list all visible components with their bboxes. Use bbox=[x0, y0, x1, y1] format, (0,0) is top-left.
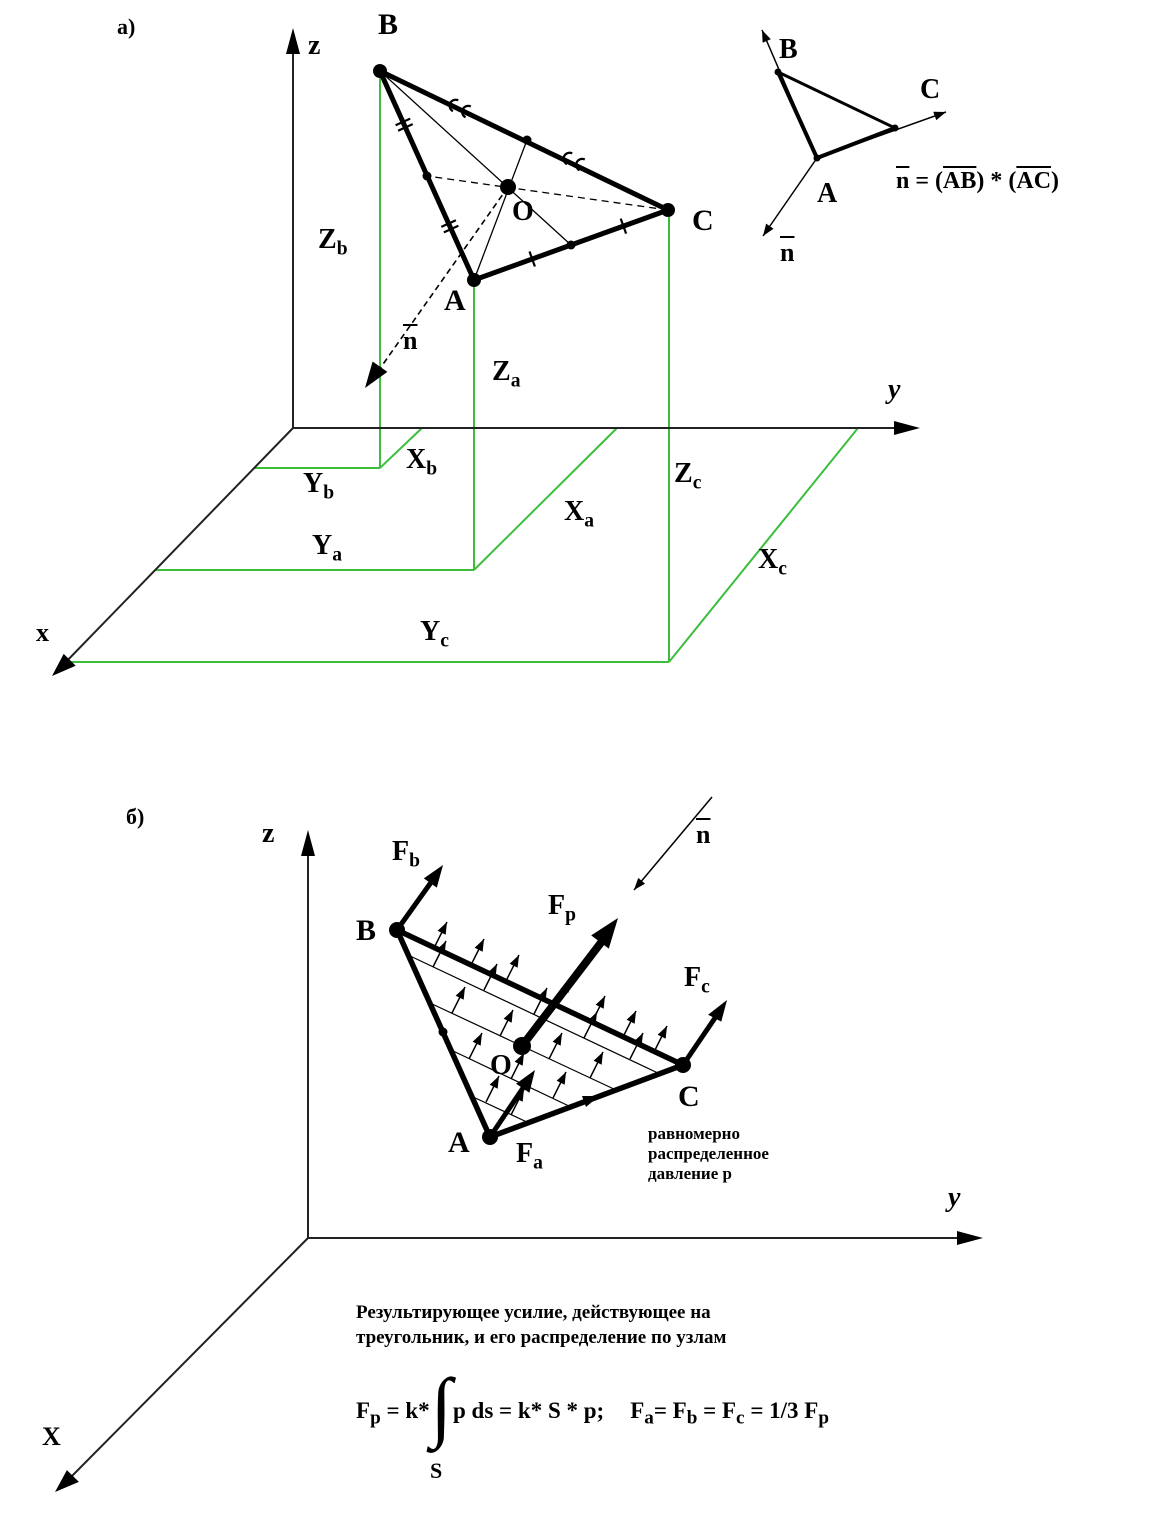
vertex-a-label-b: A bbox=[448, 1126, 470, 1159]
proj-zc-label: $Z_c$ bbox=[674, 458, 702, 494]
panel-a-label: а) bbox=[117, 14, 136, 39]
result-caption bbox=[356, 1300, 726, 1350]
proj-xa-label: $X_a$ bbox=[564, 496, 595, 532]
mini-edge-ab bbox=[778, 72, 817, 158]
pressure-note bbox=[648, 1124, 769, 1184]
x-axis-arrowhead bbox=[52, 654, 76, 676]
midpoint-bc-dot bbox=[523, 136, 532, 145]
vertex-a-label-a: A bbox=[444, 284, 466, 317]
vertex-c-label-a: C bbox=[692, 204, 714, 237]
proj-xc-label: $X_c$ bbox=[758, 544, 787, 580]
integral-domain-label: S bbox=[430, 1458, 443, 1483]
proj-xb-label: $X_b$ bbox=[406, 444, 438, 480]
proj-yc-label: $Y_c$ bbox=[420, 616, 449, 652]
figure-a-axes bbox=[52, 28, 920, 676]
figure-b-triangle bbox=[389, 922, 691, 1145]
proj-ya-label: $Y_a$ bbox=[312, 530, 343, 566]
force-fc-head bbox=[708, 1000, 727, 1022]
pressure-note-line3: давление p bbox=[648, 1164, 732, 1183]
vertex-b-label-b: B bbox=[356, 914, 377, 947]
force-fa-label: $F_a$ bbox=[516, 1138, 543, 1174]
proj-yb-label: $Y_b$ bbox=[303, 468, 335, 504]
vertex-c-dot bbox=[661, 203, 675, 217]
force-fb-shaft bbox=[397, 881, 432, 930]
midpoint-ab-dot bbox=[423, 172, 432, 181]
axis-y-label-b: y bbox=[948, 1182, 961, 1213]
force-fb-label: $F_b$ bbox=[392, 836, 421, 872]
y-axis-arrowhead bbox=[894, 421, 920, 435]
proj-xa-line bbox=[474, 428, 617, 570]
edge-ca-direction-arrow bbox=[582, 1096, 599, 1107]
mini-edge-ac bbox=[817, 128, 895, 158]
panel-b-label: б) bbox=[126, 804, 145, 829]
centroid-o-label-b: O bbox=[490, 1050, 512, 1081]
resultant-force-equation: $F_p = k*\int p$ ds = k* S * p; $F_a= F_b = F_c = 1/3$ $F_p$ S bbox=[356, 1362, 830, 1483]
force-fp-label: $F_p$ bbox=[548, 890, 577, 926]
vertex-a-dot bbox=[467, 273, 481, 287]
axis-z-label-a: z bbox=[308, 30, 321, 61]
force-fc-shaft bbox=[683, 1015, 717, 1065]
figure-a-projection-lines bbox=[66, 71, 858, 662]
mini-vertex-b-label: B bbox=[779, 34, 798, 65]
median-b bbox=[380, 71, 571, 245]
edge-ab-midpoint-dot bbox=[439, 1028, 448, 1037]
vertex-c-label-b: C bbox=[678, 1080, 700, 1113]
axis-y-label-a: y bbox=[888, 374, 901, 405]
edge-bc-b bbox=[397, 930, 683, 1065]
axis-z-label-b: z bbox=[262, 818, 275, 849]
proj-za-label: $Z_a$ bbox=[492, 356, 521, 392]
axis-x-label-b: X bbox=[42, 1422, 61, 1451]
axis-x-label-a: x bbox=[36, 618, 49, 647]
figure-a-normal-vector bbox=[365, 187, 508, 388]
normal-cross-product-formula: $\overline{n} = (\overline{AB}) * (\overline{AC})$ bbox=[896, 168, 1060, 194]
force-fa-head bbox=[516, 1070, 535, 1093]
result-caption-line2: треугольник, и его распределение по узлам bbox=[356, 1327, 727, 1348]
centroid-o-label-a: O bbox=[512, 196, 534, 227]
normal-label-b: $\overline{n}$ bbox=[696, 820, 711, 849]
proj-zb-label: $Z_b$ bbox=[318, 224, 348, 260]
mini-edge-bc bbox=[778, 72, 895, 128]
figure-a-triangle bbox=[373, 64, 675, 287]
mini-normal-label: $\overline{n}$ bbox=[780, 238, 795, 267]
z-axis-arrowhead bbox=[286, 28, 300, 54]
y-axis-b-arrowhead bbox=[957, 1231, 983, 1245]
figure-a-dots bbox=[373, 64, 675, 287]
vertex-b-label-a: B bbox=[378, 8, 399, 41]
pressure-note-line2: распределенное bbox=[648, 1144, 769, 1163]
vertex-b-dot bbox=[373, 64, 387, 78]
z-axis-b-arrowhead bbox=[301, 830, 315, 856]
mini-vertex-a-label: A bbox=[817, 178, 838, 209]
result-caption-line1: Результирующее усилие, действующее на bbox=[356, 1302, 711, 1323]
force-fc-label: $F_c$ bbox=[684, 962, 710, 998]
midpoint-ac-dot bbox=[567, 241, 576, 250]
normal-label-a: $\overline{n}$ bbox=[403, 326, 418, 355]
normal-arrowhead bbox=[365, 362, 387, 389]
pressure-note-line1: равномерно bbox=[648, 1124, 740, 1143]
mini-vertex-c-label: C bbox=[920, 74, 941, 105]
